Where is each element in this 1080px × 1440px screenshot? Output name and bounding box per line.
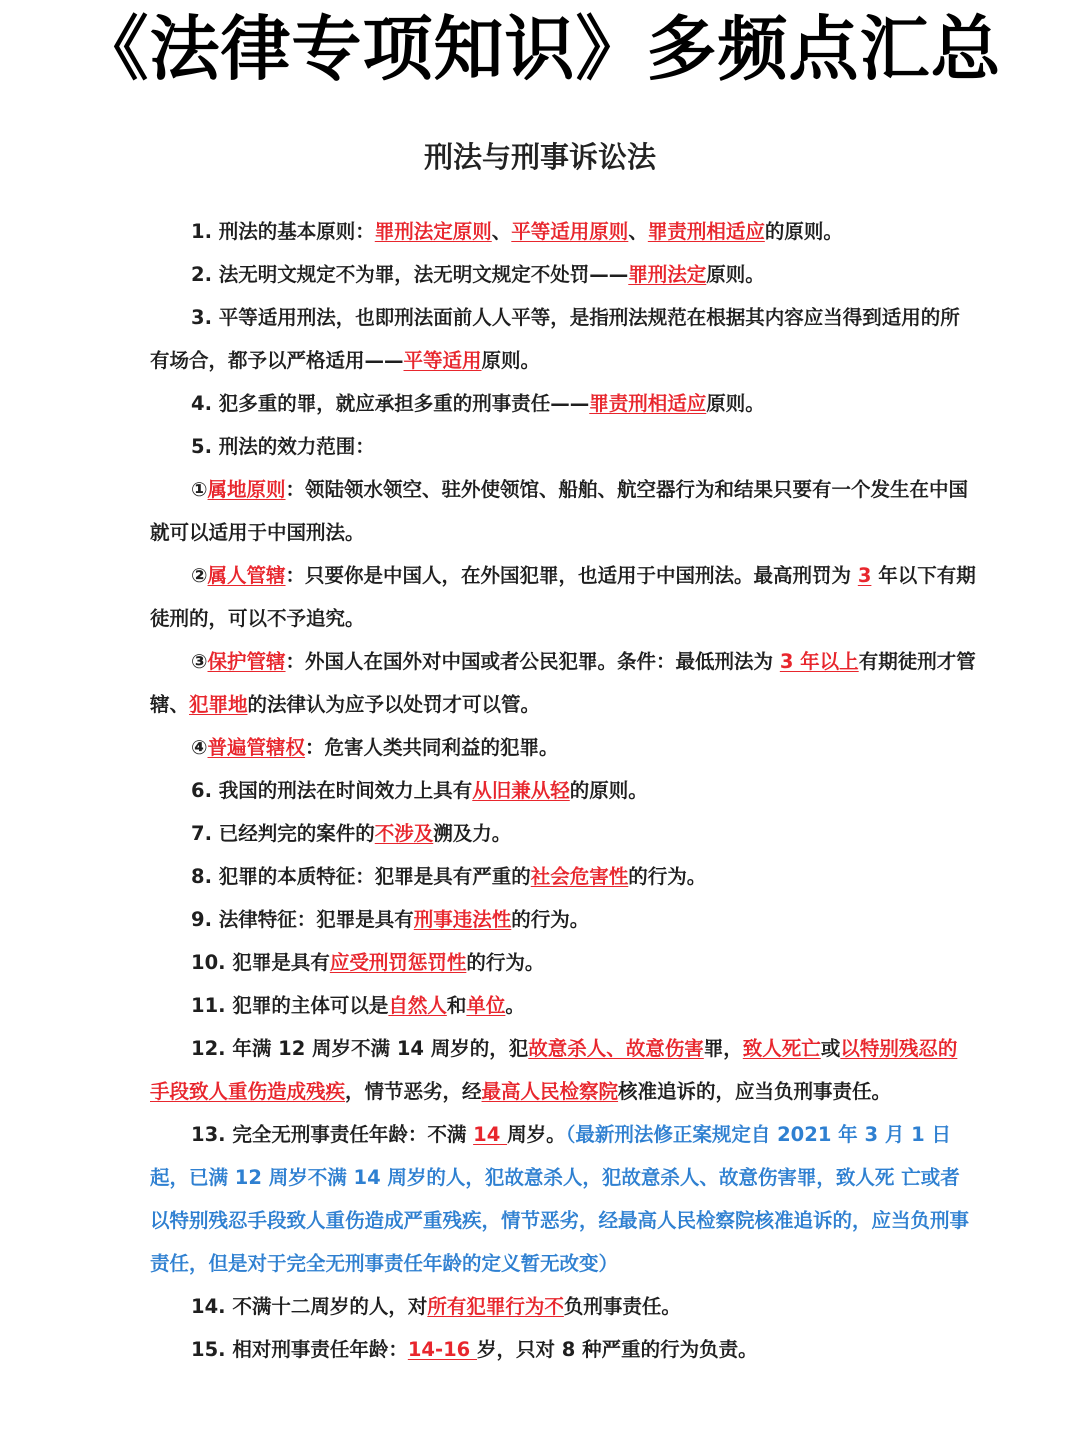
key-term: 单位 xyxy=(466,994,506,1017)
item-text: 的行为。 xyxy=(628,865,707,888)
item-text: 11. 犯罪的主体可以是 xyxy=(191,994,389,1017)
section-title: 刑法与刑事诉讼法 xyxy=(423,140,656,174)
list-item xyxy=(150,984,976,1027)
key-term: 平等适用 xyxy=(403,349,482,372)
item-text: 溯及力。 xyxy=(433,822,512,845)
key-term: 属人管辖 xyxy=(207,564,286,587)
list-item xyxy=(150,1027,976,1113)
item-text: 或 xyxy=(820,1037,841,1060)
item-text: 的行为。 xyxy=(511,908,590,931)
item-text: 有期徒刑才管辖、 xyxy=(150,650,976,716)
item-text: 。 xyxy=(505,994,525,1017)
item-text: ④ xyxy=(191,736,208,759)
key-term: 应受刑罚惩罚性 xyxy=(329,951,467,974)
list-item xyxy=(150,253,976,296)
item-text: 15. 相对刑事责任年龄： xyxy=(191,1338,408,1361)
key-term: 不涉及 xyxy=(374,822,434,845)
key-term: 故意杀人、故意伤害 xyxy=(528,1037,704,1060)
list-item xyxy=(150,1328,976,1371)
item-text: 的原则。 xyxy=(569,779,648,802)
item-text: 、 xyxy=(491,220,512,243)
key-term: 普遍管辖权 xyxy=(207,736,306,759)
item-text: ② xyxy=(191,564,208,587)
item-text: 的行为。 xyxy=(466,951,545,974)
item-text: 13. 完全无刑事责任年龄：不满 xyxy=(191,1123,474,1146)
item-text: ③ xyxy=(191,650,208,673)
key-term: 罪责刑相适应 xyxy=(647,220,765,243)
key-term: 14-16 xyxy=(407,1338,477,1361)
item-text: 核准追诉的，应当负刑事责任。 xyxy=(618,1080,892,1103)
item-text: 的法律认为应予以处罚才可以管。 xyxy=(247,693,541,716)
list-item xyxy=(150,898,976,941)
item-text: 5. 刑法的效力范围： xyxy=(191,435,375,458)
list-item xyxy=(150,855,976,898)
key-term: 属地原则 xyxy=(207,478,286,501)
key-term: 罪刑法定原则 xyxy=(374,220,492,243)
key-term: 致人死亡 xyxy=(742,1037,821,1060)
key-term: 社会危害性 xyxy=(530,865,629,888)
item-text: 和 xyxy=(446,994,467,1017)
list-item xyxy=(150,812,976,855)
item-text: ：只要你是中国人，在外国犯罪，也适用于中国刑法。最高刑罚为 xyxy=(285,564,858,587)
key-term: 刑事违法性 xyxy=(413,908,512,931)
list-item xyxy=(150,1113,976,1285)
key-term: 保护管辖 xyxy=(207,650,286,673)
item-text: 负刑事责任。 xyxy=(563,1295,681,1318)
item-text: ① xyxy=(191,478,208,501)
key-term: 所有犯罪行为不 xyxy=(427,1295,564,1318)
list-item xyxy=(150,382,976,425)
item-text: 12. 年满 12 周岁不满 14 周岁的，犯 xyxy=(191,1037,529,1060)
item-text: 原则。 xyxy=(481,349,541,372)
key-term: 14 xyxy=(473,1123,508,1146)
item-text: 8. 犯罪的本质特征：犯罪是具有严重的 xyxy=(191,865,531,888)
item-text: 6. 我国的刑法在时间效力上具有 xyxy=(191,779,473,802)
list-item xyxy=(150,210,976,253)
item-text: 的原则。 xyxy=(764,220,843,243)
list-item xyxy=(150,941,976,984)
key-term: 平等适用原则 xyxy=(511,220,629,243)
item-text: ，情节恶劣，经 xyxy=(345,1080,482,1103)
list-item xyxy=(150,425,976,468)
item-text: 10. 犯罪是具有 xyxy=(191,951,330,974)
page-title: 《法律专项知识》多频点汇总 xyxy=(78,8,1002,90)
list-item xyxy=(150,468,976,554)
knowledge-list xyxy=(150,210,976,1371)
item-text: 年以下有期徒刑的，可以不予追究。 xyxy=(150,564,976,630)
list-item xyxy=(150,296,976,382)
list-item xyxy=(150,1285,976,1328)
key-term: 3 年以上 xyxy=(779,650,859,673)
item-text: 1. 刑法的基本原则： xyxy=(191,220,375,243)
item-text: 14. 不满十二周岁的人，对 xyxy=(191,1295,428,1318)
key-term: 从旧兼从轻 xyxy=(472,779,570,802)
item-text: 7. 已经判完的案件的 xyxy=(191,822,375,845)
item-text: 原则。 xyxy=(706,392,765,415)
item-text: 周岁。 xyxy=(507,1123,566,1146)
item-text: 罪， xyxy=(703,1037,743,1060)
item-text: 3. 平等适用刑法，也即刑法面前人人平等，是指刑法规范在根据其内容应当得到适用的所有场合，都予以严格适用—— xyxy=(150,306,960,372)
item-text: ：领陆领水领空、驻外使领馆、船舶、航空器行为和结果只要有一个发生在中国就可以适用于中国刑法。 xyxy=(150,478,969,544)
key-term: 自然人 xyxy=(388,994,447,1017)
item-text: ：危害人类共同利益的犯罪。 xyxy=(305,736,559,759)
key-term: 以特别残忍的手段致人重伤造成残疾 xyxy=(150,1037,958,1103)
key-term: 最高人民检察院 xyxy=(481,1080,619,1103)
item-text: 9. 法律特征：犯罪是具有 xyxy=(191,908,414,931)
key-term: 罪刑法定 xyxy=(628,263,707,286)
list-item xyxy=(150,726,976,769)
item-text: ：外国人在国外对中国或者公民犯罪。条件：最低刑法为 xyxy=(285,650,780,673)
key-term: 犯罪地 xyxy=(189,693,248,716)
item-text: 4. 犯多重的罪，就应承担多重的刑事责任—— xyxy=(191,392,590,415)
list-item xyxy=(150,554,976,640)
item-text: 2. 法无明文规定不为罪，法无明文规定不处罚—— xyxy=(191,263,629,286)
key-term: 罪责刑相适应 xyxy=(589,392,707,415)
list-item xyxy=(150,640,976,726)
item-text: 原则。 xyxy=(706,263,765,286)
key-term: 3 xyxy=(857,564,872,587)
item-text: 岁，只对 8 种严重的行为负责。 xyxy=(477,1338,758,1361)
amendment-note: （最新刑法修正案规定自 2021 年 3 月 1 日起，已满 12 周岁不满 14 周岁的人，犯故意杀人，犯故意杀人、故意伤害罪，致人死 亡或者以特别残忍手段致人重伤造成严重残疾，情节恶劣，经最高人民检察院核准追诉的，应当负刑事责任，但是对于完全无刑事责任年龄的定义暂无改变） xyxy=(150,1123,970,1275)
list-item xyxy=(150,769,976,812)
item-text: 、 xyxy=(628,220,648,243)
